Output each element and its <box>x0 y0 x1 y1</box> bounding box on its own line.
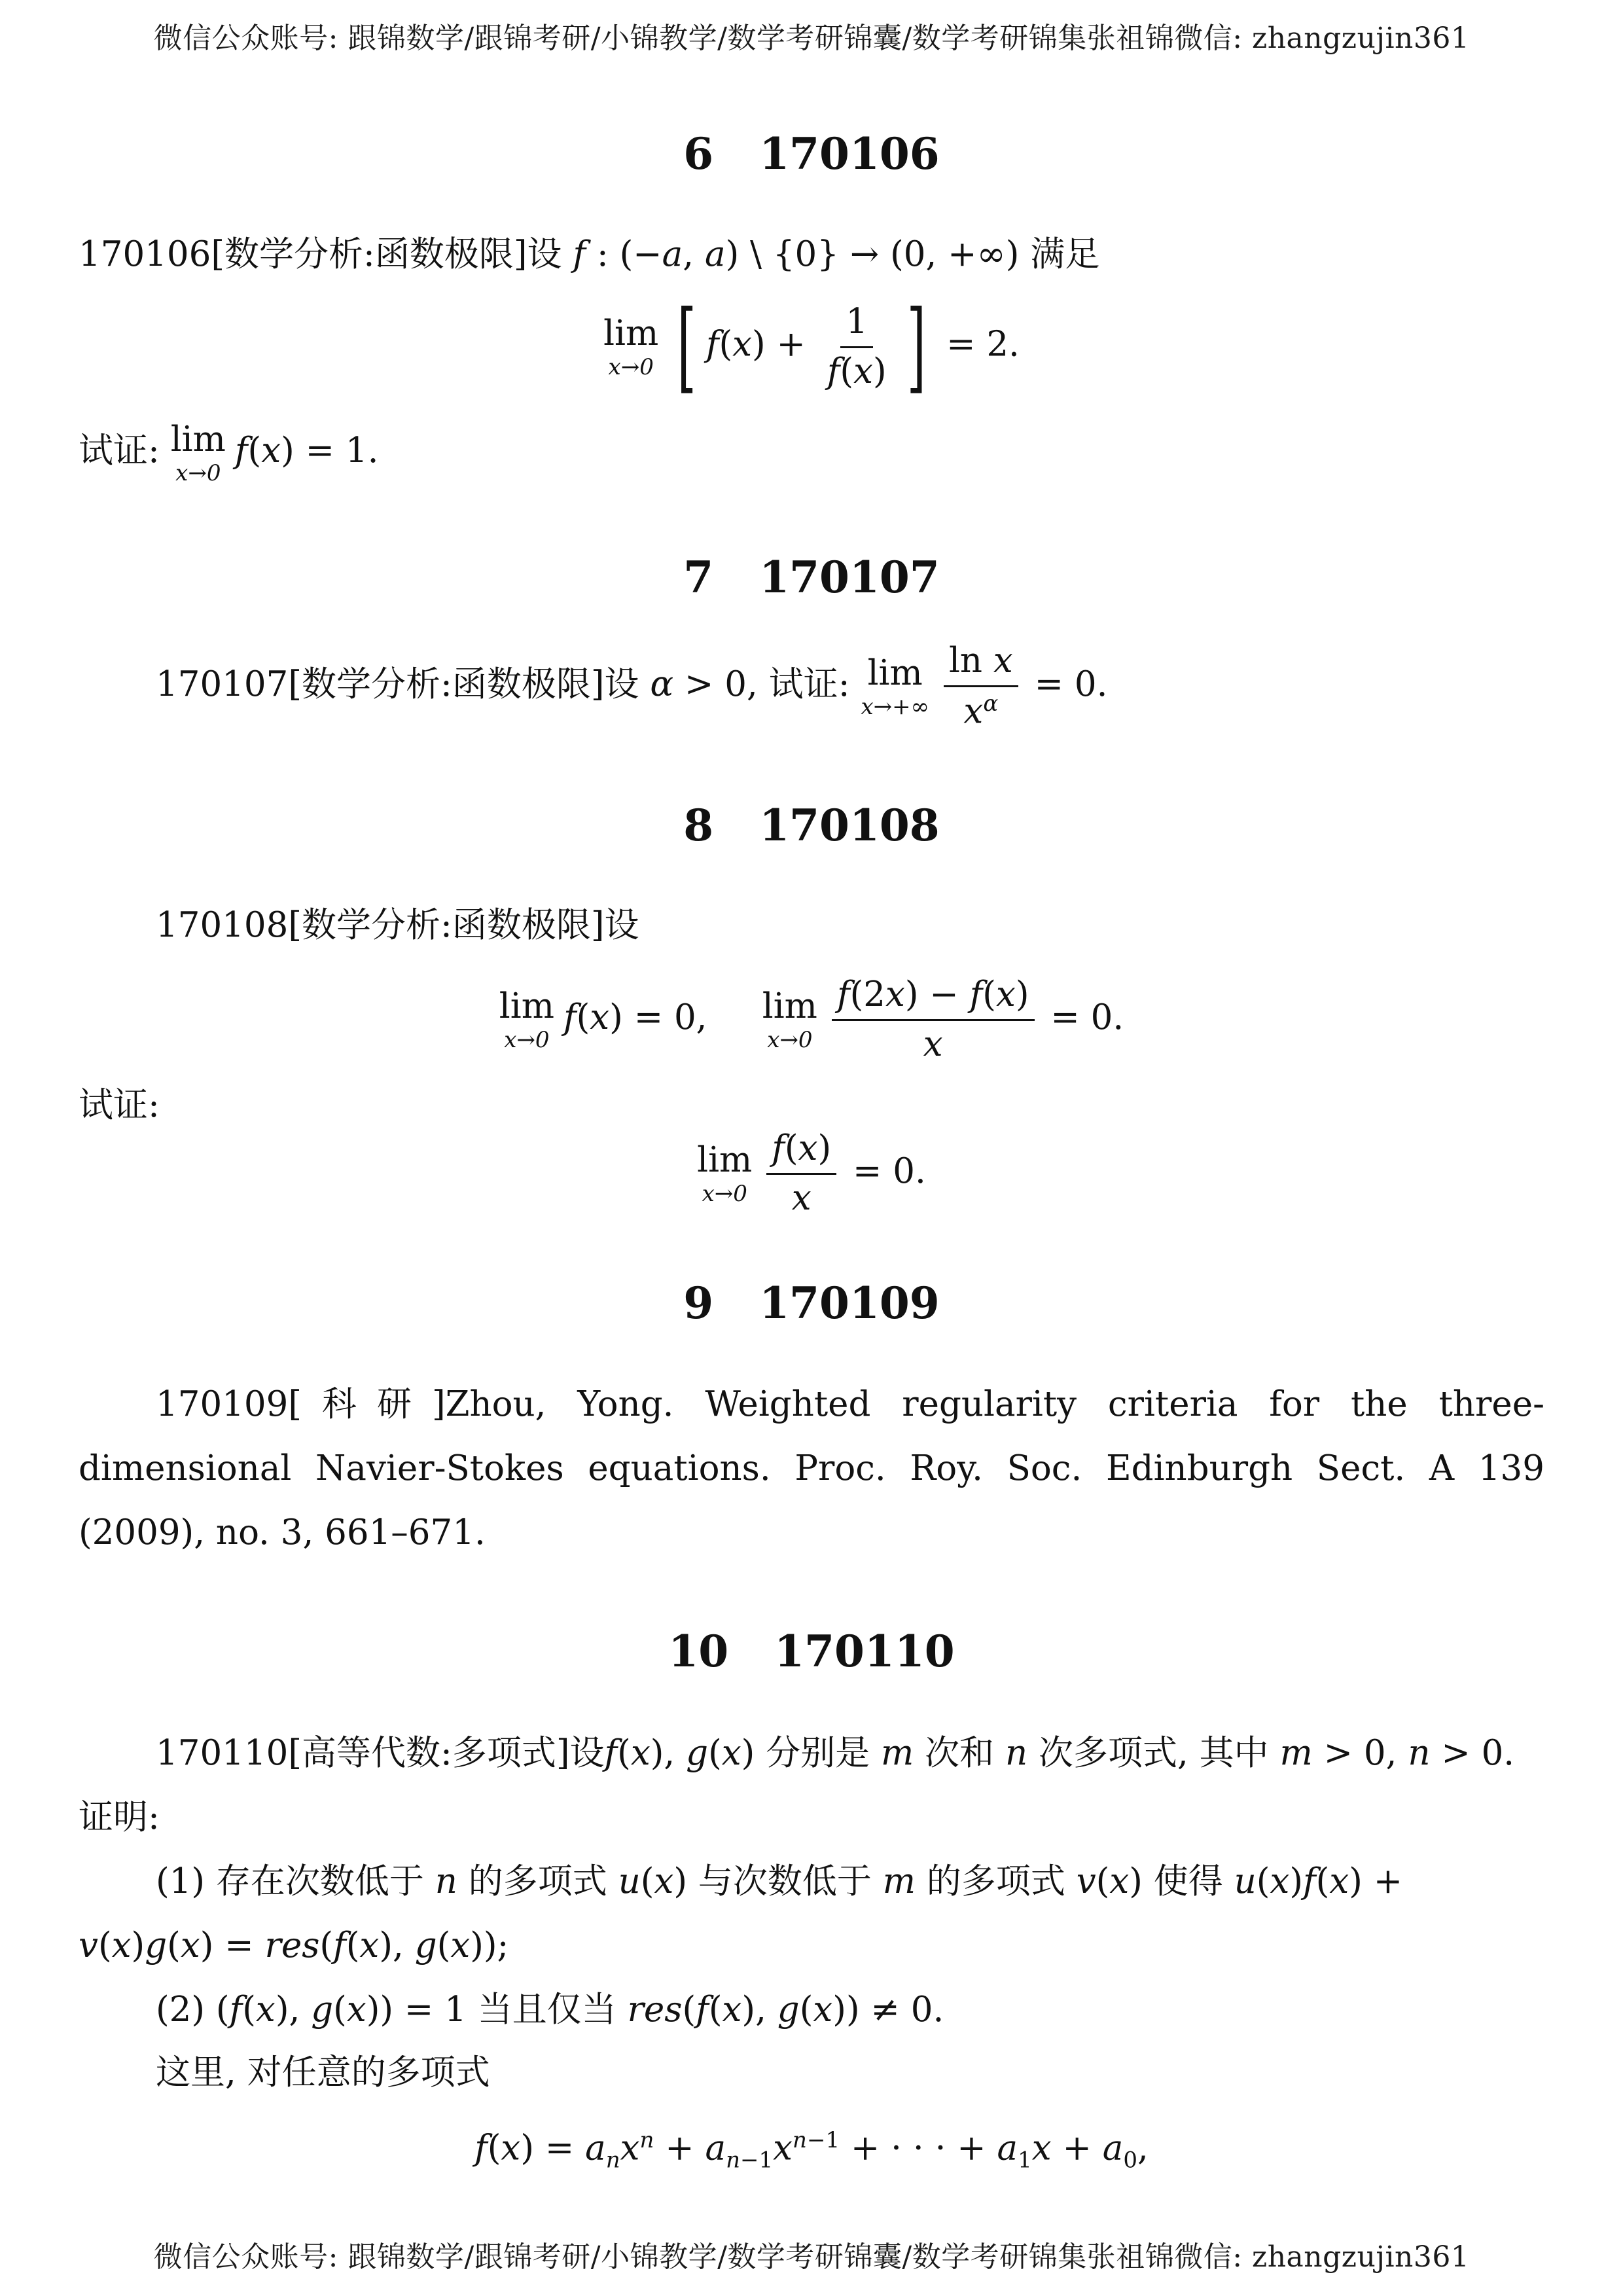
section-number: 8 <box>683 800 714 851</box>
section-number: 9 <box>683 1278 714 1329</box>
text-fragment: 证明: <box>79 1797 160 1837</box>
problem-170110-item-1: (1) 存在次数低于 n 的多项式 u(x) 与次数低于 m 的多项式 v(x) 使得 u(x)f(x) + v(x)g(x) = res(f(x), g(x)); <box>79 1861 1403 1965</box>
equation-170110-polynomial: $f(x) = a_nx^n + a_{n-1}x^{n-1}$ + · · · + $a_1x + a_0$, <box>474 2127 1149 2174</box>
prove-label: , 试证: <box>747 664 850 704</box>
section-heading-8 <box>0 800 1623 851</box>
text-fragment: 使得 <box>1142 1861 1234 1901</box>
equation-170108-conditions: lim x→0 f(x) = 0, lim x→0 $\frac{f(2x) - f(x)}{x}$ = 0. <box>499 975 1124 1064</box>
section-number: 10 <box>668 1626 729 1677</box>
problem-170108-prove: 试证: <box>79 1085 160 1125</box>
problem-170110-here: 这里, 对任意的多项式 <box>156 2053 490 2092</box>
text-fragment: (2) <box>156 1990 216 2030</box>
section-heading-6 <box>0 128 1623 179</box>
equation-170106-limit: lim x→0 [ f(x) + $\frac{1}{f(x)}$ ] = 2. <box>603 290 1020 404</box>
section-title: 170106 <box>759 128 940 179</box>
text-fragment: 次和 <box>914 1733 1005 1773</box>
problem-170108-lead: 170108[数学分析:函数极限]设 <box>156 905 639 945</box>
page-header: 微信公众账号: 跟锦数学/跟锦考研/小锦教学/数学考研锦囊/数学考研锦集张祖锦微信: zhangzujin361 <box>153 22 1470 55</box>
section-heading-9 <box>0 1278 1623 1329</box>
problem-lead: 170107[数学分析:函数极限]设 <box>156 664 639 704</box>
section-heading-7 <box>0 552 1623 603</box>
text-fragment: 次多项式, 其中 <box>1027 1733 1280 1773</box>
problem-170106-statement: 170106[数学分析:函数极限]设 f : (−a, a) \ {0} → (0, +∞) 满足 <box>79 234 1100 274</box>
page-footer: 微信公众账号: 跟锦数学/跟锦考研/小锦教学/数学考研锦囊/数学考研锦集张祖锦微信: zhangzujin361 <box>153 2240 1470 2274</box>
problem-170107-statement: 170107[数学分析:函数极限]设 α > 0, 试证: lim x→+∞ $\frac{\text{ln x}}{x^\alpha}$ = 0. <box>156 641 1108 732</box>
section-number: 7 <box>683 552 714 603</box>
section-title: 170109 <box>759 1278 940 1329</box>
text-fragment: (1) 存在次数低于 <box>156 1861 435 1901</box>
equation-170108-result: lim x→0 $\frac{f(x)}{x}$ = 0. <box>697 1128 926 1218</box>
problem-lead: 170106[数学分析:函数极限]设 <box>79 234 562 274</box>
problem-170106-prove: 试证: lim x→0 f(x) = 1. <box>79 420 379 486</box>
text-fragment: 当且仅当 <box>466 1990 628 2030</box>
section-heading-10 <box>0 1626 1623 1677</box>
section-title: 170107 <box>759 552 940 603</box>
section-number: 6 <box>683 128 714 179</box>
problem-condition-text: 满足 <box>1019 234 1100 274</box>
problem-170110-item-2: (2) (f(x), g(x)) = 1 当且仅当 res(f(x), g(x)) ≠ 0. <box>156 1990 944 2030</box>
text-fragment: 与次数低于 <box>687 1861 883 1901</box>
problem-lead: 170110[高等代数:多项式]设 <box>156 1733 605 1773</box>
text-fragment: 的多项式 <box>916 1861 1077 1901</box>
prove-label: 试证: <box>79 431 160 471</box>
section-title: 170108 <box>759 800 940 851</box>
section-title: 170110 <box>774 1626 955 1677</box>
text-fragment: 的多项式 <box>457 1861 618 1901</box>
text-fragment: 分别是 <box>755 1733 882 1773</box>
problem-170110-statement: 170110[高等代数:多项式]设f(x), g(x) 分别是 m 次和 n 次多项式, 其中 m > 0, n > 0. 证明: <box>79 1733 1515 1837</box>
problem-170109-reference: 170109[科研]Zhou, Yong. Weighted regularity criteria for the three-dimensional Navier-Stokes equations. Proc. Roy. Soc. Edinburgh Sect. A 139 (2009), no. 3, 661–671. <box>79 1384 1544 1552</box>
